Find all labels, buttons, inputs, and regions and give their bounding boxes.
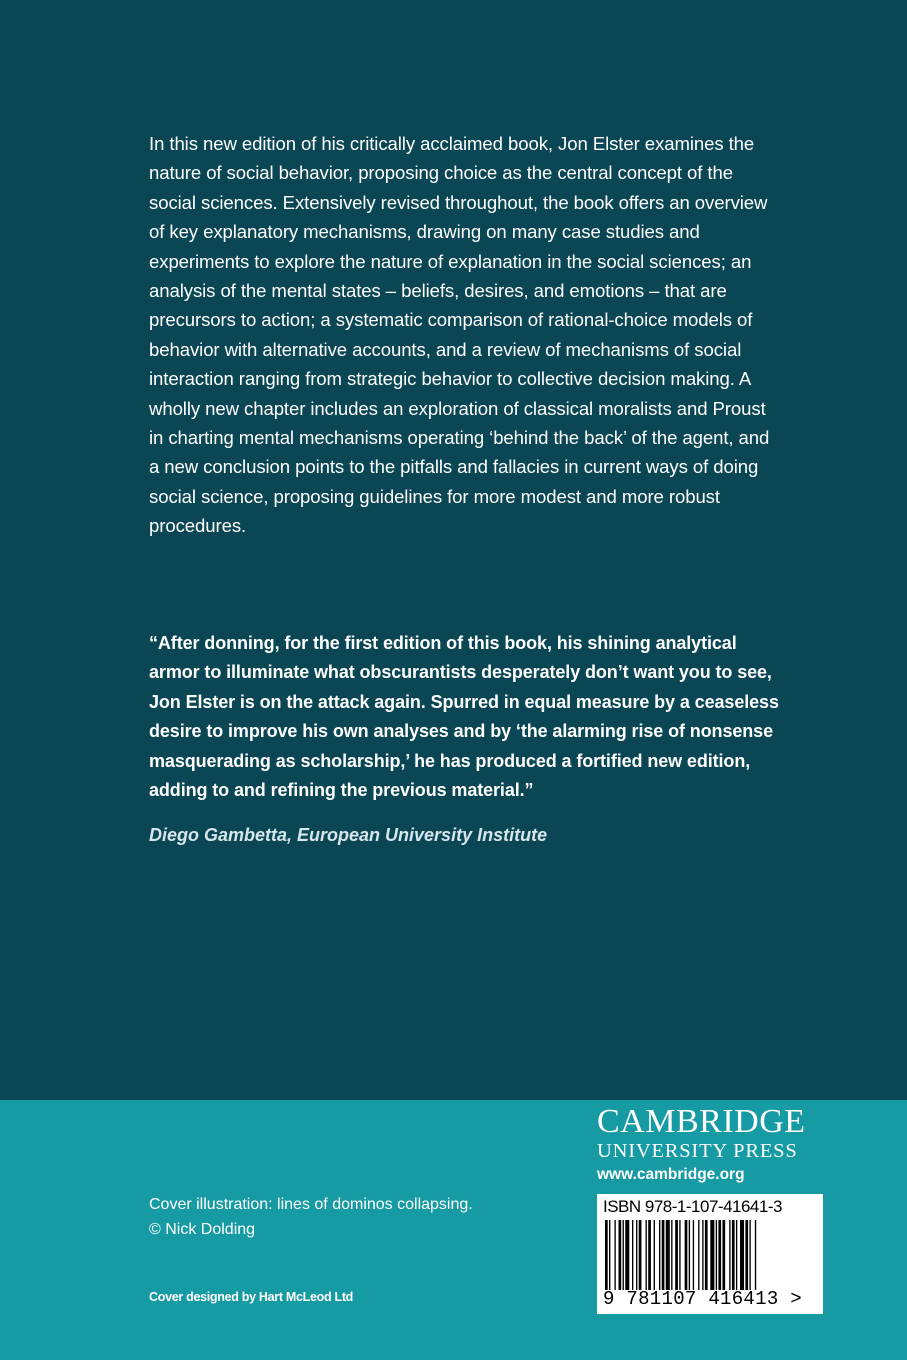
barcode-bar bbox=[654, 1220, 655, 1290]
barcode-bar bbox=[619, 1220, 622, 1290]
isbn-barcode bbox=[597, 1194, 823, 1314]
barcode-bar bbox=[646, 1220, 647, 1290]
barcode-bar bbox=[605, 1220, 608, 1290]
barcode-bar bbox=[702, 1220, 703, 1290]
barcode-bar bbox=[666, 1220, 670, 1290]
barcode-bar bbox=[632, 1220, 633, 1290]
cover-designer-credit: Cover designed by Hart McLeod Ltd bbox=[149, 1290, 354, 1304]
publisher-subname: UNIVERSITY PRESS bbox=[597, 1140, 798, 1162]
barcode-digits: 9 781107 416413 > bbox=[603, 1288, 802, 1310]
isbn-label: ISBN 978-1-107-41641-3 bbox=[603, 1197, 782, 1216]
illustration-credit-line2: © Nick Dolding bbox=[149, 1221, 256, 1238]
barcode-bar bbox=[755, 1220, 756, 1290]
barcode-bar bbox=[716, 1220, 717, 1290]
barcode-bar bbox=[718, 1220, 721, 1290]
barcode-bar bbox=[685, 1220, 688, 1290]
barcode-bar bbox=[736, 1220, 737, 1290]
barcode-bar bbox=[675, 1220, 678, 1290]
publisher-logo bbox=[597, 1104, 837, 1186]
barcode-bar bbox=[648, 1220, 651, 1290]
barcode-bar bbox=[722, 1220, 725, 1290]
barcode-bar bbox=[705, 1220, 708, 1290]
barcode-bar bbox=[625, 1220, 629, 1290]
barcode-bar bbox=[749, 1220, 750, 1290]
barcode-bar bbox=[689, 1220, 690, 1290]
barcode-bar bbox=[740, 1220, 744, 1290]
endorsement-quote: “After donning, for the first edition of this book, his shining analytical armor to illuminate what obscurantists desperately don’t want you to see, Jon Elster is on the attack again. Spurred in equal measure by a ceaseless desire to improve his own analyses and by ‘the alarming rise of nonsense masquerading as scholarship,’ he has produced a fortified new edition, adding to and refining the previous material.” bbox=[149, 633, 779, 801]
barcode-bar bbox=[732, 1220, 735, 1290]
illustration-credit-line1: Cover illustration: lines of dominos collapsing. bbox=[149, 1196, 473, 1213]
barcode-bars bbox=[603, 1220, 817, 1290]
barcode-bar bbox=[679, 1220, 680, 1290]
barcode-bar bbox=[698, 1220, 699, 1290]
barcode-bar bbox=[659, 1220, 660, 1290]
barcode-bar bbox=[614, 1220, 615, 1290]
barcode-bar bbox=[636, 1220, 637, 1290]
barcode-bar bbox=[710, 1220, 714, 1290]
barcode-bar bbox=[639, 1220, 642, 1290]
barcode-bar bbox=[662, 1220, 665, 1290]
endorsement-attribution: Diego Gambetta, European University Institute bbox=[149, 825, 548, 845]
barcode-bar bbox=[623, 1220, 624, 1290]
book-description: In this new edition of his critically acclaimed book, Jon Elster examines the nature of social behavior, proposing choice as the central concept of the social sciences. Extensively revised throughout, the book offers an overview of key explanatory mechanisms, drawing on many case studies and experiments to explore the nature of explanation in the social sciences; an analysis of the mental states – beliefs, desires, and emotions – that are precursors to action; a systematic comparison of rational-choice models of behavior with alternative accounts, and a review of mechanisms of social interaction ranging from strategic behavior to collective decision making. A wholly new chapter includes an exploration of classical moralists and Proust in charting mental mechanisms operating ‘behind the back’ of the agent, and a new conclusion points to the pitfalls and fallacies in current ways of doing social science, proposing guidelines for more modest and more robust procedures. bbox=[149, 133, 770, 537]
barcode-bar bbox=[745, 1220, 748, 1290]
barcode-bar bbox=[693, 1220, 694, 1290]
barcode-bar bbox=[609, 1220, 610, 1290]
cover-illustration-credit bbox=[149, 1192, 473, 1242]
barcode-bar bbox=[671, 1220, 672, 1290]
barcode-bar bbox=[729, 1220, 730, 1290]
publisher-name: CAMBRIDGE bbox=[597, 1103, 806, 1140]
publisher-url[interactable]: www.cambridge.org bbox=[597, 1166, 745, 1183]
